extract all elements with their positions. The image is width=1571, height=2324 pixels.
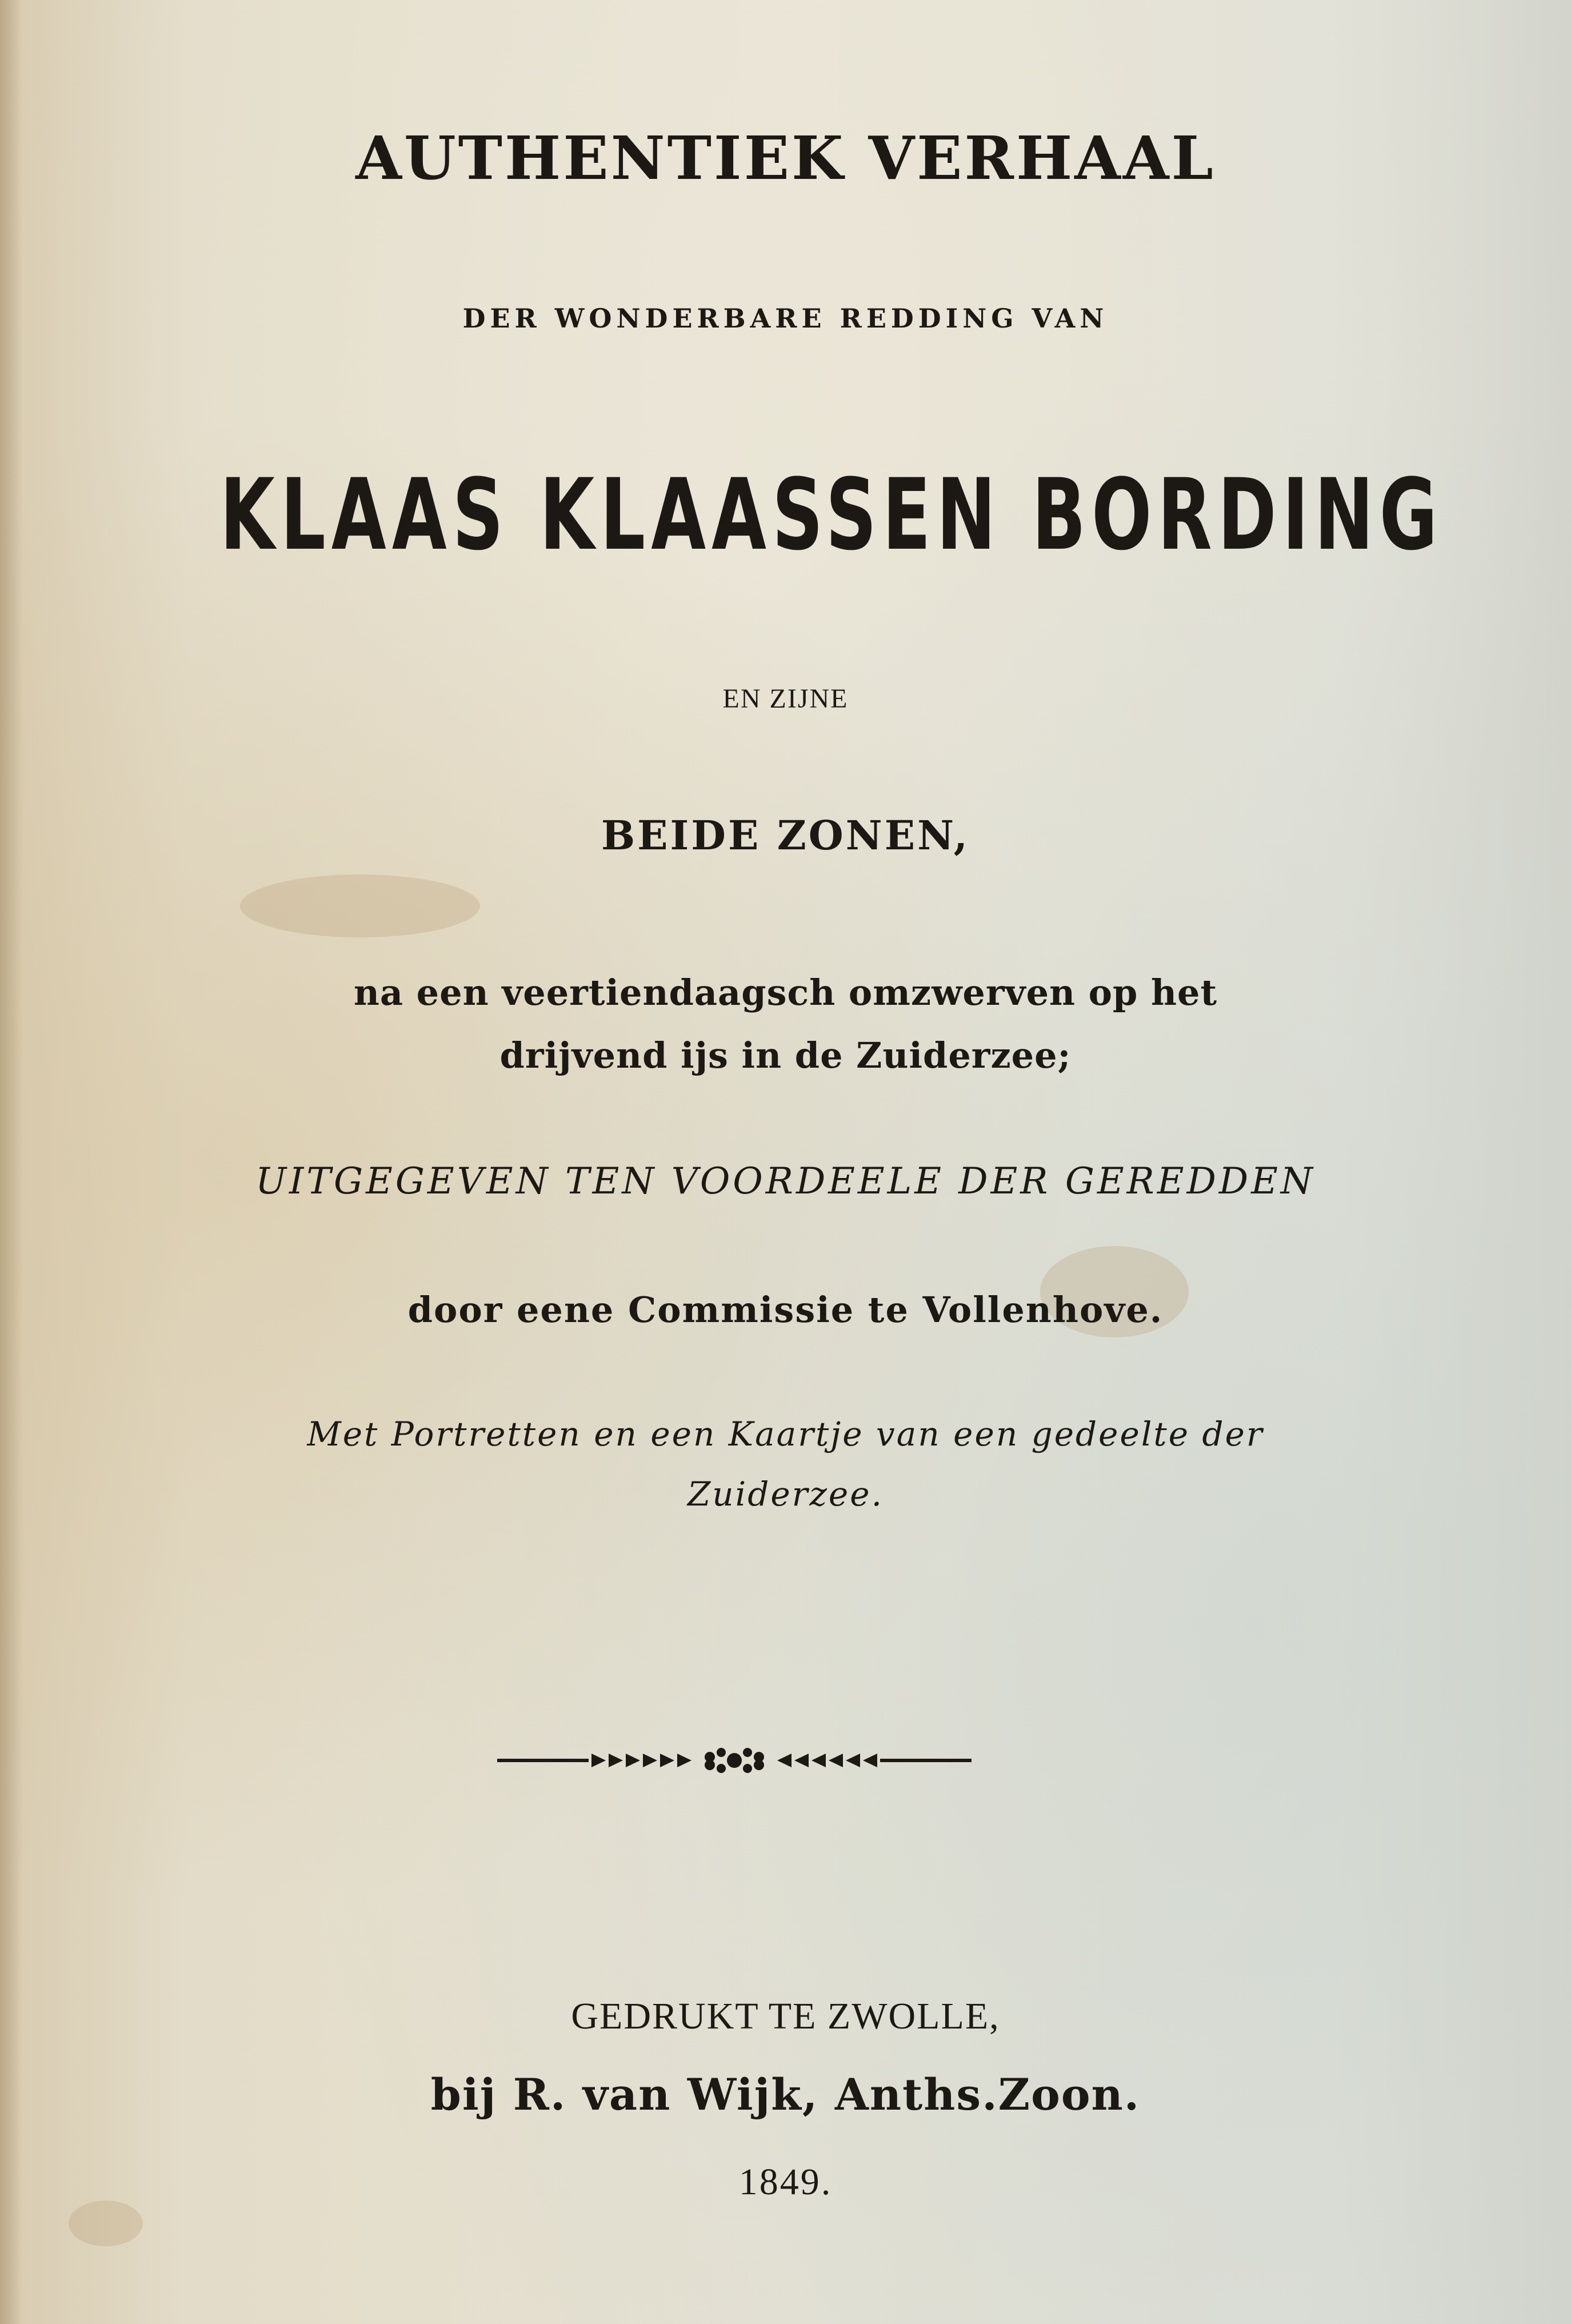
published-for-line: UITGEGEVEN TEN VOORDEELE DER GEREDDEN (255, 1160, 1316, 1203)
description-line-1: na een veertiendaagsch omzwerven op het (353, 972, 1218, 1013)
conjunction-text: EN ZIJNE (722, 684, 849, 714)
publication-year: 1849. (738, 2161, 833, 2203)
divider-ornament (497, 1743, 972, 1778)
printer-line: bij R. van Wijk, Anths.Zoon. (430, 2069, 1141, 2120)
commission-line: door eene Commissie te Vollenhove. (407, 1289, 1164, 1331)
description-line-2: drijvend ijs in de Zuiderzee; (499, 1035, 1072, 1076)
illustrations-line-2: Zuiderzee. (687, 1475, 884, 1514)
book-subtitle: DER WONDERBARE REDDING VAN (462, 303, 1109, 334)
sons-heading: BEIDE ZONEN, (601, 812, 970, 859)
subject-name: KLAAS KLAASSEN BORDING (219, 457, 1444, 572)
illustrations-line-1: Met Portretten en een Kaartje van een gedeelte der (307, 1415, 1264, 1454)
foxing-stain (69, 2201, 143, 2246)
book-title: AUTHENTIEK VERHAAL (355, 123, 1216, 193)
foxing-stain (240, 875, 480, 937)
printed-at-line: GEDRUKT TE ZWOLLE, (571, 1995, 1000, 2037)
